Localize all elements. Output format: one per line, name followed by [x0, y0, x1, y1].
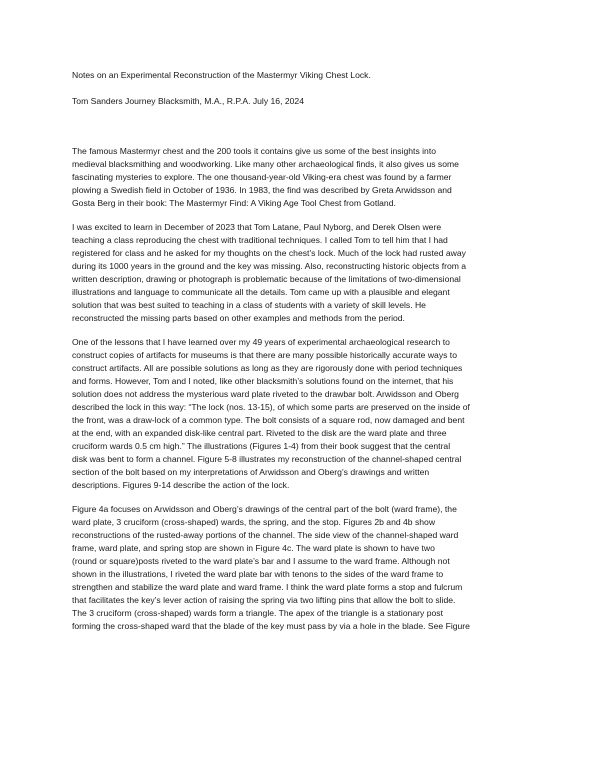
text-line: disk was bent to form a channel. Figure 5-8 illustrates my reconstruction of the channel-shaped central	[72, 454, 462, 464]
body-text	[72, 145, 542, 633]
paragraph-1	[72, 145, 542, 210]
text-line: registered for class and he asked for my thoughts on the chest’s lock. Much of the lock had rusted away	[72, 248, 466, 258]
text-line: cruciform wards 0.5 cm high.” The illustrations (Figures 1-4) from their book suggest that the central	[72, 441, 451, 451]
text-line: The 3 cruciform (cross-shaped) wards form a triangle. The apex of the triangle is a stationary post	[72, 608, 443, 618]
text-line: described the lock in this way: “The lock (nos. 13-15), of which some parts are preserved on the inside of	[72, 402, 470, 412]
text-line: I was excited to learn in December of 2023 that Tom Latane, Paul Nyborg, and Derek Olsen were	[72, 222, 442, 232]
text-line: reconstructions of the rusted-away portions of the channel. The side view of the channel-shaped ward	[72, 530, 459, 540]
text-line: illustrations and language to communicate all the details. Tom came up with a plausible and elegant	[72, 287, 450, 297]
text-line: Figure 4a focuses on Arwidsson and Oberg’s drawings of the central part of the bolt (ward frame), the	[72, 504, 457, 514]
text-line: at the end, with an expanded disk-like central part. Riveted to the disk are the ward plate and three	[72, 428, 447, 438]
text-line: fascinating mysteries to explore. The one thousand-year-old Viking-era chest was found by a farmer	[72, 172, 452, 182]
paragraph-2	[72, 221, 542, 325]
text-line: the front, was a draw-lock of a common type. The bolt consists of a square rod, now damaged and bent	[72, 415, 465, 425]
author-line: Tom Sanders Journey Blacksmith, M.A., R.P.A. July 16, 2024	[72, 96, 304, 106]
text-line: written description, drawing or photograph is problematic because of the limitations of two-dimensional	[72, 274, 461, 284]
text-line: solution does not address the mysterious ward plate riveted to the drawbar bolt. Arwidsson and Oberg	[72, 389, 459, 399]
text-line: forming the cross-shaped ward that the blade of the key must pass by via a hole in the blade. See Figure	[72, 621, 470, 631]
text-line: strengthen and stabilize the ward plate and ward frame. I think the ward plate forms a stop and fulcrum	[72, 582, 463, 592]
text-line: plowing a Swedish field in October of 1936. In 1983, the find was described by Greta Arwidsson and	[72, 185, 452, 195]
text-line: section of the bolt based on my interpretations of Arwidsson and Oberg’s drawings and written	[72, 467, 430, 477]
text-line: medieval blacksmithing and woodworking. Like many other archaeological finds, it also gives us some	[72, 159, 459, 169]
text-line: descriptions. Figures 9-14 describe the action of the lock.	[72, 480, 290, 490]
text-line: Gosta Berg in their book: The Mastermyr Find: A Viking Age Tool Chest from Gotland.	[72, 198, 396, 208]
text-line: teaching a class reproducing the chest with traditional techniques. I called Tom to tell him that I had	[72, 235, 448, 245]
text-line: frame, ward plate, and spring stop are shown in Figure 4c. The ward plate is shown to have two	[72, 543, 435, 553]
text-line: One of the lessons that I have learned over my 49 years of experimental archaeological research to	[72, 337, 450, 347]
text-line: reconstructed the missing parts based on other examples and methods from the period.	[72, 313, 405, 323]
text-line: during its 1000 years in the ground and the key was missing. Also, reconstructing historic objects from a	[72, 261, 467, 271]
document-title: Notes on an Experimental Reconstruction of the Mastermyr Viking Chest Lock.	[72, 70, 371, 80]
text-line: (round or square)posts riveted to the ward plate’s bar and I assume to the ward frame. Although not	[72, 556, 450, 566]
text-line: that facilitates the key’s lever action of raising the spring via two lifting pins that allow the bolt to slide.	[72, 595, 456, 605]
text-line: and forms. However, Tom and I noted, like other blacksmith’s solutions found on the internet, that his	[72, 376, 454, 386]
text-line: solution that was best suited to teaching in a class of students with a variety of skill levels. He	[72, 300, 426, 310]
text-line: shown in the illustrations, I riveted the ward plate bar with tenons to the sides of the ward frame to	[72, 569, 444, 579]
text-line: ward plate, 3 cruciform (cross-shaped) wards, the spring, and the stop. Figures 2b and 4b show	[72, 517, 436, 527]
text-line: The famous Mastermyr chest and the 200 tools it contains give us some of the best insights into	[72, 146, 436, 156]
paragraph-3	[72, 336, 542, 492]
paragraph-4	[72, 503, 542, 633]
text-line: construct artifacts. All are possible solutions as long as they are rigorously done with period techniques	[72, 363, 463, 373]
text-line: construct copies of artifacts for museums is that there are many possible historically accurate ways to	[72, 350, 457, 360]
